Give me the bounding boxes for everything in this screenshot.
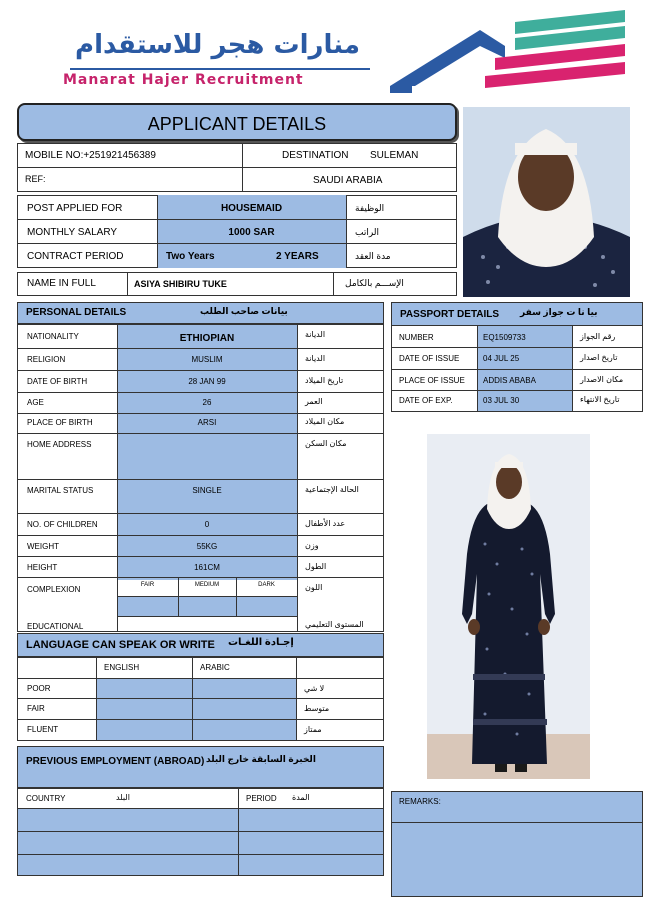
personal-details-title: PERSONAL DETAILS	[26, 307, 127, 318]
complexion-medium: MEDIUM	[194, 582, 220, 588]
education-arabic: المستوى التعليمي	[305, 620, 364, 629]
issue-date-arabic: تاريخ اصدار	[580, 353, 618, 362]
contract-value-words: Two Years	[166, 251, 215, 262]
marital-value: SINGLE	[192, 486, 222, 495]
religion-value: MUSLIM	[191, 355, 223, 364]
passport-number-label: NUMBER	[399, 333, 434, 342]
house-stripes-icon	[385, 8, 650, 93]
remarks-box	[391, 791, 643, 897]
dob-arabic: تاريخ الميلاد	[305, 376, 344, 385]
employment-period-arabic: المدة	[292, 793, 310, 802]
children-arabic: عدد الأطفال	[305, 519, 346, 528]
contract-label: CONTRACT PERIOD	[27, 251, 124, 262]
complexion-fair: FAIR	[140, 582, 155, 588]
destination-country: SAUDI ARABIA	[313, 175, 383, 186]
pob-arabic: مكان الميلاد	[305, 417, 345, 426]
religion-label: RELIGION	[27, 355, 66, 364]
mobile-number: MOBILE NO:+251921456389	[25, 150, 156, 161]
education-label: EDUCATIONAL	[27, 622, 84, 631]
passport-details-title-arabic: بيا نا ت جواز سفر	[520, 307, 598, 317]
dob-label: DATE OF BIRTH	[27, 377, 88, 386]
complexion-arabic: اللون	[305, 583, 323, 592]
nationality-arabic: الديانة	[305, 330, 326, 339]
name-arabic: الإســـم بالكامل	[345, 278, 404, 288]
post-arabic: الوظيفة	[355, 203, 385, 213]
age-label: AGE	[27, 398, 44, 407]
destination-city: SULEMAN	[370, 150, 419, 161]
weight-label: WEIGHT	[27, 542, 59, 551]
language-col-arabic: ARABIC	[200, 663, 230, 672]
age-arabic: العمر	[305, 397, 323, 406]
expiry-label: DATE OF EXP.	[399, 396, 453, 405]
contract-arabic: مدة العقد	[355, 251, 391, 261]
language-poor-arabic: لا شي	[304, 684, 325, 693]
employment-country-arabic: البلد	[116, 793, 130, 802]
brand-underline	[70, 68, 370, 70]
employment-header	[17, 746, 384, 788]
employment-country-label: COUNTRY	[26, 794, 66, 803]
pob-label: PLACE OF BIRTH	[27, 418, 93, 427]
marital-label: MARITAL STATUS	[27, 486, 94, 495]
language-fluent-arabic: ممتاز	[304, 725, 322, 734]
height-value: 161CM	[194, 563, 220, 572]
issue-date-label: DATE OF ISSUE	[399, 354, 460, 363]
remarks-label: REMARKS:	[399, 797, 441, 806]
language-fair-label: FAIR	[27, 704, 45, 713]
employment-title-arabic: الخبرة السابقة خارج البلد	[206, 754, 316, 764]
ref-label: REF:	[25, 174, 46, 184]
religion-arabic: الديانة	[305, 354, 326, 363]
complexion-label: COMPLEXION	[27, 585, 81, 594]
weight-arabic: وزن	[305, 541, 319, 550]
post-label: POST APPLIED FOR	[27, 203, 123, 214]
logo	[55, 8, 645, 93]
passport-number-arabic: رقم الجواز	[580, 332, 616, 341]
contract-value-number: 2 YEARS	[276, 251, 319, 262]
height-label: HEIGHT	[27, 563, 58, 572]
height-arabic: الطول	[305, 562, 327, 571]
address-label: HOME ADDRESS	[27, 440, 92, 449]
expiry-value: 03 JUL 30	[483, 396, 520, 405]
salary-label: MONTHLY SALARY	[27, 227, 118, 238]
language-fluent-label: FLUENT	[27, 725, 59, 734]
marital-arabic: الحالة الإجتماعية	[305, 485, 359, 494]
issue-place-label: PLACE OF ISSUE	[399, 376, 465, 385]
salary-arabic: الراتب	[355, 227, 380, 237]
age-value: 26	[202, 398, 212, 407]
destination-label: DESTINATION	[282, 150, 349, 161]
brand-name-english: Manarat Hajer Recruitment	[63, 72, 304, 88]
issue-place-value: ADDIS ABABA	[483, 376, 536, 385]
dob-value: 28 JAN 99	[188, 377, 226, 386]
name-value: ASIYA SHIBIRU TUKE	[134, 279, 227, 289]
name-label: NAME IN FULL	[27, 278, 96, 289]
passport-number-value: EQ1509733	[483, 333, 526, 342]
children-label: NO. OF CHILDREN	[27, 520, 98, 529]
nationality-label: NATIONALITY	[27, 332, 79, 341]
address-arabic: مكان السكن	[305, 439, 347, 448]
issue-date-value: 04 JUL 25	[483, 354, 520, 363]
nationality-value: ETHIOPIAN	[179, 333, 235, 344]
salary-value: 1000 SAR	[228, 227, 275, 238]
headshot-photo	[463, 107, 630, 297]
full-body-photo	[427, 434, 590, 779]
complexion-dark: DARK	[258, 582, 275, 588]
language-title: LANGUAGE CAN SPEAK OR WRITE	[26, 639, 215, 651]
expiry-arabic: تاريخ الانتهاء	[580, 395, 620, 404]
employment-title: PREVIOUS EMPLOYMENT (ABROAD)	[26, 756, 205, 767]
page-title: APPLICANT DETAILS	[17, 103, 457, 141]
employment-period-label: PERIOD	[246, 794, 277, 803]
language-col-english: ENGLISH	[104, 663, 140, 672]
passport-details-title: PASSPORT DETAILS	[400, 309, 500, 320]
personal-details-title-arabic: بيانات صاحب الطلب	[200, 306, 288, 316]
language-fair-arabic: متوسط	[304, 704, 330, 713]
issue-place-arabic: مكان الاصدار	[580, 375, 624, 384]
pob-value: ARSI	[197, 418, 217, 427]
language-poor-label: POOR	[27, 684, 51, 693]
weight-value: 55KG	[196, 542, 218, 551]
post-value: HOUSEMAID	[220, 203, 283, 214]
children-value: 0	[204, 520, 210, 529]
language-title-arabic: إجـادة اللغـات	[228, 637, 294, 648]
brand-name-arabic: منارات هجر للاستقدام	[75, 30, 360, 60]
